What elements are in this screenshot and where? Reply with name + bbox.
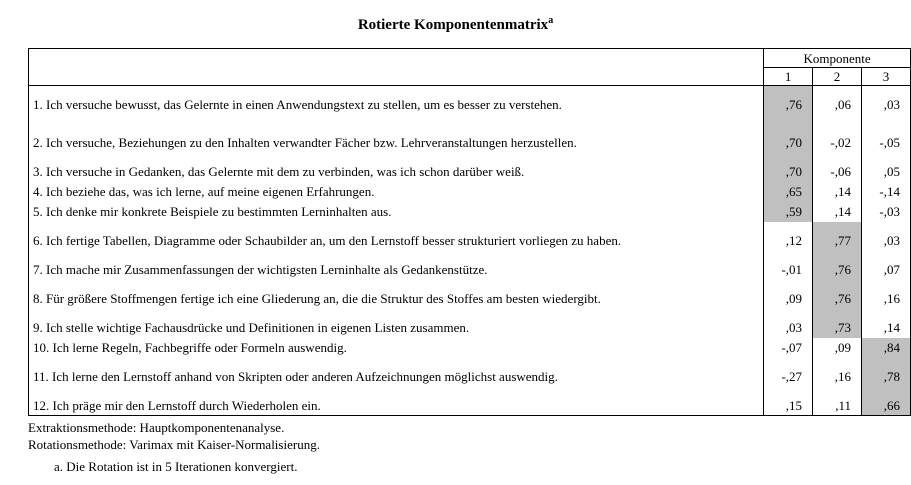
header-blank-cell <box>29 49 764 86</box>
loading-value-1: ,70 <box>764 124 813 162</box>
loading-value-1: -,27 <box>764 358 813 396</box>
table-row <box>29 202 911 222</box>
table-row <box>29 280 911 318</box>
loading-value-2: ,11 <box>813 396 862 416</box>
row-label: 11. Ich lerne den Lernstoff anhand von Skripten oder anderen Aufzeichnungen möglichst auswendig. <box>29 358 764 396</box>
table-title: Rotierte Komponentenmatrix$^a$ <box>357 15 554 33</box>
row-label: 1. Ich versuche bewusst, das Gelernte in einen Anwendungstext zu stellen, um es besser zu verstehen. <box>29 86 764 124</box>
loading-value-1: ,59 <box>764 202 813 222</box>
row-label: 2. Ich versuche, Beziehungen zu den Inhalten verwandter Fächer bzw. Lehrveranstaltungen herzustellen. <box>29 124 764 162</box>
header-col-1: 1 <box>764 68 813 86</box>
loading-value-3: ,66 <box>862 396 911 416</box>
header-komponente: Komponente <box>764 49 911 68</box>
table-row <box>29 338 911 358</box>
loading-value-3: ,03 <box>862 86 911 124</box>
loading-value-1: -,01 <box>764 260 813 280</box>
row-label: 10. Ich lerne Regeln, Fachbegriffe oder Formeln auswendig. <box>29 338 764 358</box>
header-col-3: 3 <box>862 68 911 86</box>
row-label: 7. Ich mache mir Zusammenfassungen der wichtigsten Lerninhalte als Gedankenstütze. <box>29 260 764 280</box>
loading-value-2: ,76 <box>813 260 862 280</box>
loading-value-1: ,76 <box>764 86 813 124</box>
row-label: 4. Ich beziehe das, was ich lerne, auf meine eigenen Erfahrungen. <box>29 182 764 202</box>
loading-value-1: ,09 <box>764 280 813 318</box>
loading-value-2: ,73 <box>813 318 862 338</box>
loading-value-3: ,14 <box>862 318 911 338</box>
loading-value-1: ,70 <box>764 162 813 182</box>
loading-value-3: ,05 <box>862 162 911 182</box>
loading-value-3: -,05 <box>862 124 911 162</box>
loading-value-3: -,03 <box>862 202 911 222</box>
loading-value-2: ,14 <box>813 202 862 222</box>
loading-value-3: ,78 <box>862 358 911 396</box>
row-label: 12. Ich präge mir den Lernstoff durch Wiederholen ein. <box>29 396 764 416</box>
table-row <box>29 222 911 260</box>
loading-value-1: -,07 <box>764 338 813 358</box>
component-matrix-table <box>28 48 911 416</box>
loading-value-2: ,16 <box>813 358 862 396</box>
table-notes <box>28 419 320 475</box>
table-row <box>29 124 911 162</box>
table-row <box>29 86 911 124</box>
footnote-a: a. Die Rotation ist in 5 Iterationen konvergiert. <box>54 459 298 474</box>
row-label: 5. Ich denke mir konkrete Beispiele zu bestimmten Lerninhalten aus. <box>29 202 764 222</box>
row-label: 6. Ich fertige Tabellen, Diagramme oder Schaubilder an, um den Lernstoff besser strukturiert vorliegen zu haben. <box>29 222 764 260</box>
table-row <box>29 358 911 396</box>
loading-value-2: ,76 <box>813 280 862 318</box>
title-footnote-marker: a <box>548 15 554 26</box>
loading-value-2: ,06 <box>813 86 862 124</box>
loading-value-3: -,14 <box>862 182 911 202</box>
rotation-note: Rotationsmethode: Varimax mit Kaiser-Normalisierung. <box>28 437 320 452</box>
row-label: 3. Ich versuche in Gedanken, das Gelernte mit dem zu verbinden, was ich schon darüber weiß. <box>29 162 764 182</box>
table-row <box>29 182 911 202</box>
loading-value-3: ,16 <box>862 280 911 318</box>
row-label: 8. Für größere Stoffmengen fertige ich eine Gliederung an, die die Struktur des Stoffes am besten wiedergibt. <box>29 280 764 318</box>
table-row <box>29 260 911 280</box>
loading-value-3: ,03 <box>862 222 911 260</box>
loading-value-2: ,09 <box>813 338 862 358</box>
loading-value-1: ,03 <box>764 318 813 338</box>
loading-value-2: -,02 <box>813 124 862 162</box>
loading-value-2: ,14 <box>813 182 862 202</box>
loading-value-2: ,77 <box>813 222 862 260</box>
loading-value-1: ,15 <box>764 396 813 416</box>
loading-value-1: ,65 <box>764 182 813 202</box>
row-label: 9. Ich stelle wichtige Fachausdrücke und Definitionen in eigenen Listen zusammen. <box>29 318 764 338</box>
loading-value-1: ,12 <box>764 222 813 260</box>
loading-value-3: ,84 <box>862 338 911 358</box>
table-row <box>29 318 911 338</box>
loading-value-2: -,06 <box>813 162 862 182</box>
table-row <box>29 162 911 182</box>
loading-value-3: ,07 <box>862 260 911 280</box>
table-row <box>29 396 911 416</box>
header-col-2: 2 <box>813 68 862 86</box>
extraction-note: Extraktionsmethode: Hauptkomponentenanalyse. <box>28 420 285 435</box>
